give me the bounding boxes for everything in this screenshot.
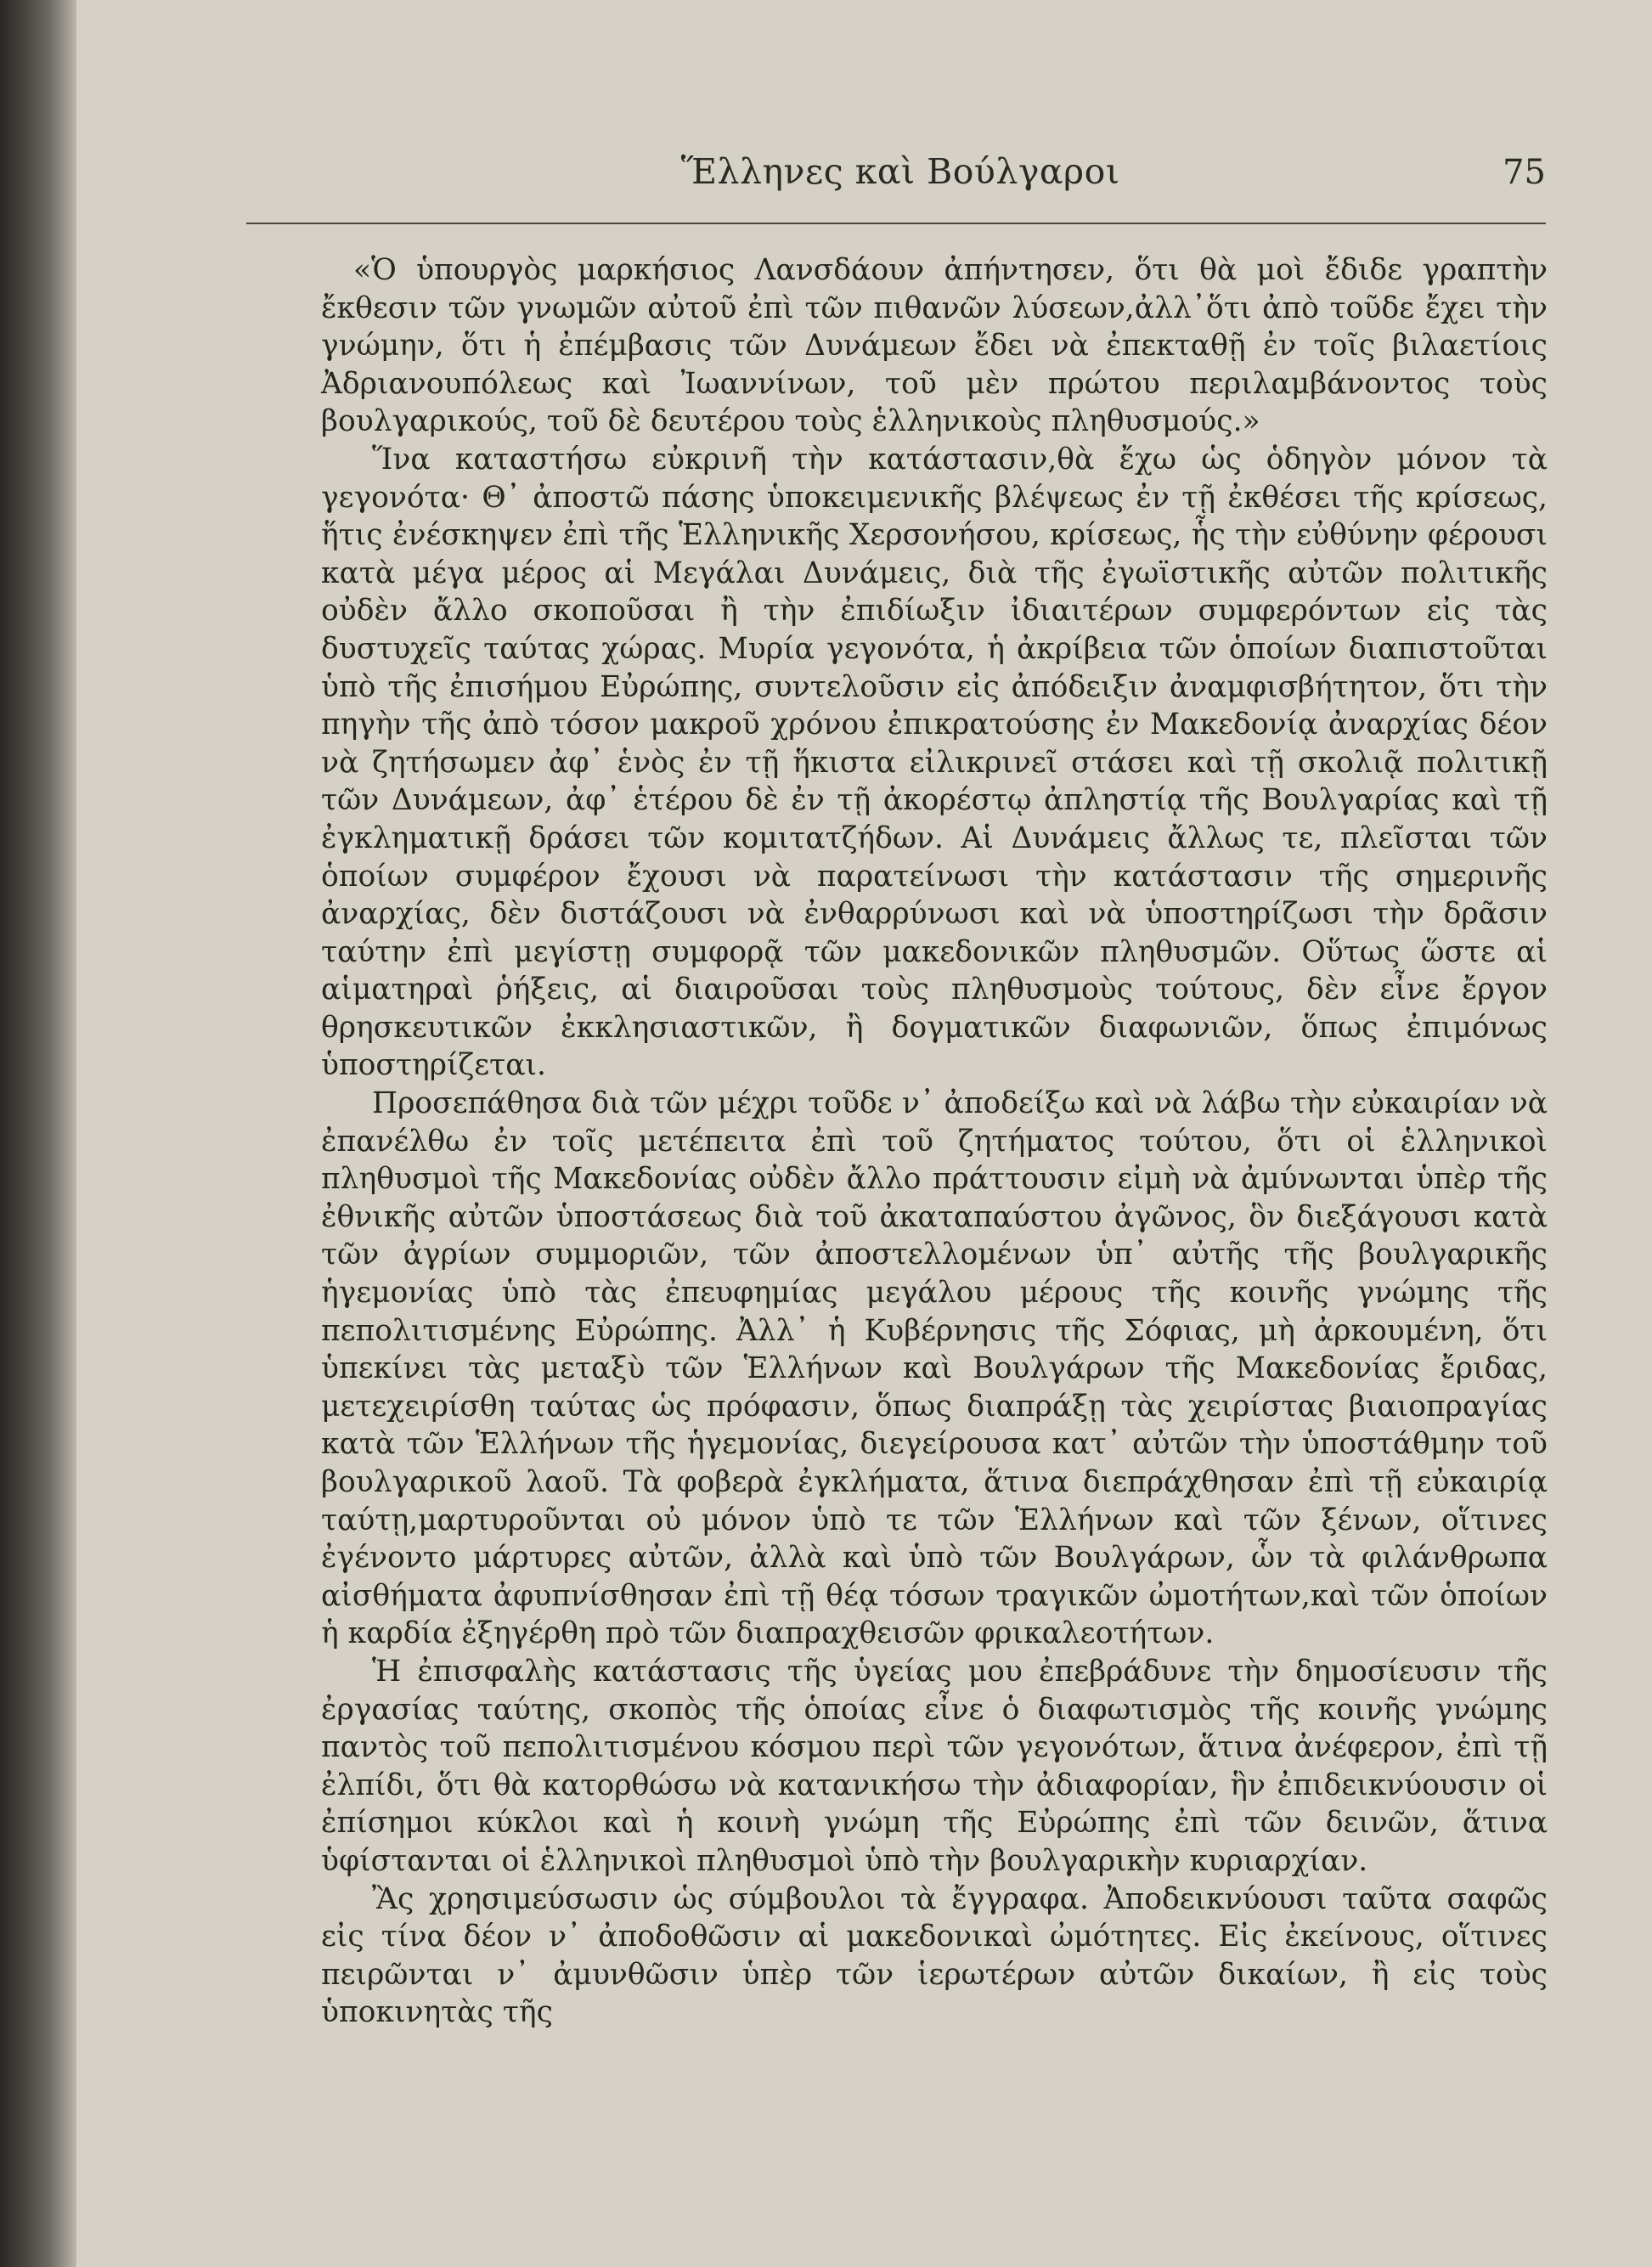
paragraph: Ἡ ἐπισφαλὴς κατάστασις τῆς ὑγείας μου ἐπεβράδυνε τὴν δημοσίευσιν τῆς ἐργασίας ταύτης, σκοπὸς τῆς ὁποίας εἶνε ὁ διαφωτισμὸς τῆς κοινῆς γνώμης παντὸς τοῦ πεπολιτισμένου κόσμου περὶ τῶν γεγονότων, ἅτινα ἀνέφερον, ἐπὶ τῇ ἐλπίδι, ὅτι θὰ κατορθώσω νὰ κατανικήσω τὴν ἀδιαφορίαν, ἣν ἐπιδεικνύουσιν οἱ ἐπίσημοι κύκλοι καὶ ἡ κοινὴ γνώμη τῆς Εὐρώπης ἐπὶ τῶν δεινῶν, ἅτινα ὑφίστανται οἱ ἑλληνικοὶ πληθυσμοὶ ὑπὸ τὴν βουλγαρικὴν κυριαρχίαν.: [321, 1654, 1548, 1878]
body-text: [321, 251, 1548, 2032]
page-header: [255, 151, 1546, 219]
paragraph: Προσεπάθησα διὰ τῶν μέχρι τοῦδε ν᾿ ἀποδείξω καὶ νὰ λάβω τὴν εὐκαιρίαν νὰ ἐπανέλθω ἐν τοῖς μετέπειτα ἐπὶ τοῦ ζητήματος τούτου, ὅτι οἱ ἑλληνικοὶ πληθυσμοὶ τῆς Μακεδονίας οὐδὲν ἄλλο πράττουσιν εἰμὴ νὰ ἀμύνωνται ὑπὲρ τῆς ἐθνικῆς αὐτῶν ὑποστάσεως διὰ τοῦ ἀκαταπαύστου ἀγῶνος, ὃν διεξάγουσι κατὰ τῶν ἀγρίων συμμοριῶν, τῶν ἀποστελλομένων ὑπ᾿ αὐτῆς τῆς βουλγαρικῆς ἡγεμονίας ὑπὸ τὰς ἐπευφημίας μεγάλου μέρους τῆς κοινῆς γνώμης τῆς πεπολιτισμένης Εὐρώπης. Ἀλλ᾿ ἡ Κυβέρνησις τῆς Σόφιας, μὴ ἀρκουμένη, ὅτι ὑπεκίνει τὰς μεταξὺ τῶν Ἑλλήνων καὶ Βουλγάρων τῆς Μακεδονίας ἔριδας, μετεχειρίσθη ταύτας ὡς πρόφασιν, ὅπως διαπράξῃ τὰς χειρίστας βιαιοπραγίας κατὰ τῶν Ἑλλήνων τῆς ἡγεμονίας, διεγείρουσα κατ᾿ αὐτῶν τὴν ὑποστάθμην τοῦ βουλγαρικοῦ λαοῦ. Τὰ φοβερὰ ἐγκλήματα, ἅτινα διεπράχθησαν ἐπὶ τῇ εὐκαιρίᾳ ταύτῃ,μαρτυροῦνται οὐ μόνον ὑπὸ τε τῶν Ἑλλήνων καὶ τῶν ξένων, οἵτινες ἐγένοντο μάρτυρες αὐτῶν, ἀλλὰ καὶ ὑπὸ τῶν Βουλγάρων, ὧν τὰ φιλάνθρωπα αἰσθήματα ἀφυπνίσθησαν ἐπὶ τῇ θέᾳ τόσων τραγικῶν ὠμοτήτων,καὶ τῶν ὁποίων ἡ καρδία ἐξηγέρθη πρὸ τῶν διαπραχθεισῶν φρικαλεοτήτων.: [321, 1086, 1548, 1651]
header-rule: [246, 223, 1546, 224]
running-title: Ἕλληνες καὶ Βούλγαροι: [680, 151, 1120, 192]
paragraph-quote: «Ὁ ὑπουργὸς μαρκήσιος Λανσδάουν ἀπήντησεν, ὅτι θὰ μοὶ ἔδιδε γραπτὴν ἔκθεσιν τῶν γνωμῶν αὐτοῦ ἐπὶ τῶν πιθανῶν λύσεων,ἀλλ᾿ὅτι ἀπὸ τοῦδε ἔχει τὴν γνώμην, ὅτι ἡ ἐπέμβασις τῶν Δυνάμεων ἔδει νὰ ἐπεκταθῇ ἐν τοῖς βιλαετίοις Ἀδριανουπόλεως καὶ Ἰωαννίνων, τοῦ μὲν πρώτου περιλαμβάνοντος τοὺς βουλγαρικούς, τοῦ δὲ δευτέρου τοὺς ἑλληνικοὺς πληθυσμούς.»: [321, 253, 1548, 439]
gutter-edge: [61, 0, 76, 2267]
book-gutter-shadow: [0, 0, 61, 2267]
paragraph: Ἵνα καταστήσω εὐκρινῆ τὴν κατάστασιν,θὰ ἔχω ὡς ὁδηγὸν μόνον τὰ γεγονότα· Θ᾿ ἀποστῶ πάσης ὑποκειμενικῆς βλέψεως ἐν τῇ ἐκθέσει τῆς κρίσεως, ἥτις ἐνέσκηψεν ἐπὶ τῆς Ἑλληνικῆς Χερσονήσου, κρίσεως, ἧς τὴν εὐθύνην φέρουσι κατὰ μέγα μέρος αἱ Μεγάλαι Δυνάμεις, διὰ τῆς ἐγωϊστικῆς αὐτῶν πολιτικῆς οὐδὲν ἄλλο σκοποῦσαι ἢ τὴν ἐπιδίωξιν ἰδιαιτέρων συμφερόντων εἰς τὰς δυστυχεῖς ταύτας χώρας. Μυρία γεγονότα, ἡ ἀκρίβεια τῶν ὁποίων διαπιστοῦται ὑπὸ τῆς ἐπισήμου Εὐρώπης, συντελοῦσιν εἰς ἀπόδειξιν ἀναμφισβήτητον, ὅτι τὴν πηγὴν τῆς ἀπὸ τόσον μακροῦ χρόνου ἐπικρατούσης ἐν Μακεδονίᾳ ἀναρχίας δέον νὰ ζητήσωμεν ἀφ᾿ ἑνὸς ἐν τῇ ἥκιστα εἰλικρινεῖ στάσει καὶ τῇ σκολιᾷ πολιτικῇ τῶν Δυνάμεων, ἀφ᾿ ἑτέρου δὲ ἐν τῇ ἀκορέστῳ ἀπληστίᾳ τῆς Βουλγαρίας καὶ τῇ ἐγκληματικῇ δράσει τῶν κομιτατζήδων. Αἱ Δυνάμεις ἄλλως τε, πλεῖσται τῶν ὁποίων συμφέρον ἔχουσι νὰ παρατείνωσι τὴν κατάστασιν τῆς σημερινῆς ἀναρχίας, δὲν διστάζουσι νὰ ἐνθαρρύνωσι καὶ νὰ ὑποστηρίζωσι τὴν δρᾶσιν ταύτην ἐπὶ μεγίστῃ συμφορᾷ τῶν μακεδονικῶν πληθυσμῶν. Οὕτως ὥστε αἱ αἱματηραὶ ῥήξεις, αἱ διαιροῦσαι τοὺς πληθυσμοὺς τούτους, δὲν εἶνε ἔργον θρησκευτικῶν ἐκκλησιαστικῶν, ἢ δογματικῶν διαφωνιῶν, ὅπως ἐπιμόνως ὑποστηρίζεται.: [321, 442, 1548, 1083]
paragraph: Ἂς χρησιμεύσωσιν ὡς σύμβουλοι τὰ ἔγγραφα. Ἀποδεικνύουσι ταῦτα σαφῶς εἰς τίνα δέον ν᾿ ἀποδοθῶσιν αἱ μακεδονικαὶ ὠμότητες. Εἰς ἐκείνους, οἵτινες πειρῶνται ν᾿ ἀμυνθῶσιν ὑπὲρ τῶν ἱερωτέρων αὐτῶν δικαίων, ἢ εἰς τοὺς ὑποκινητὰς τῆς: [321, 1881, 1548, 2030]
page-number: 75: [1503, 153, 1546, 192]
